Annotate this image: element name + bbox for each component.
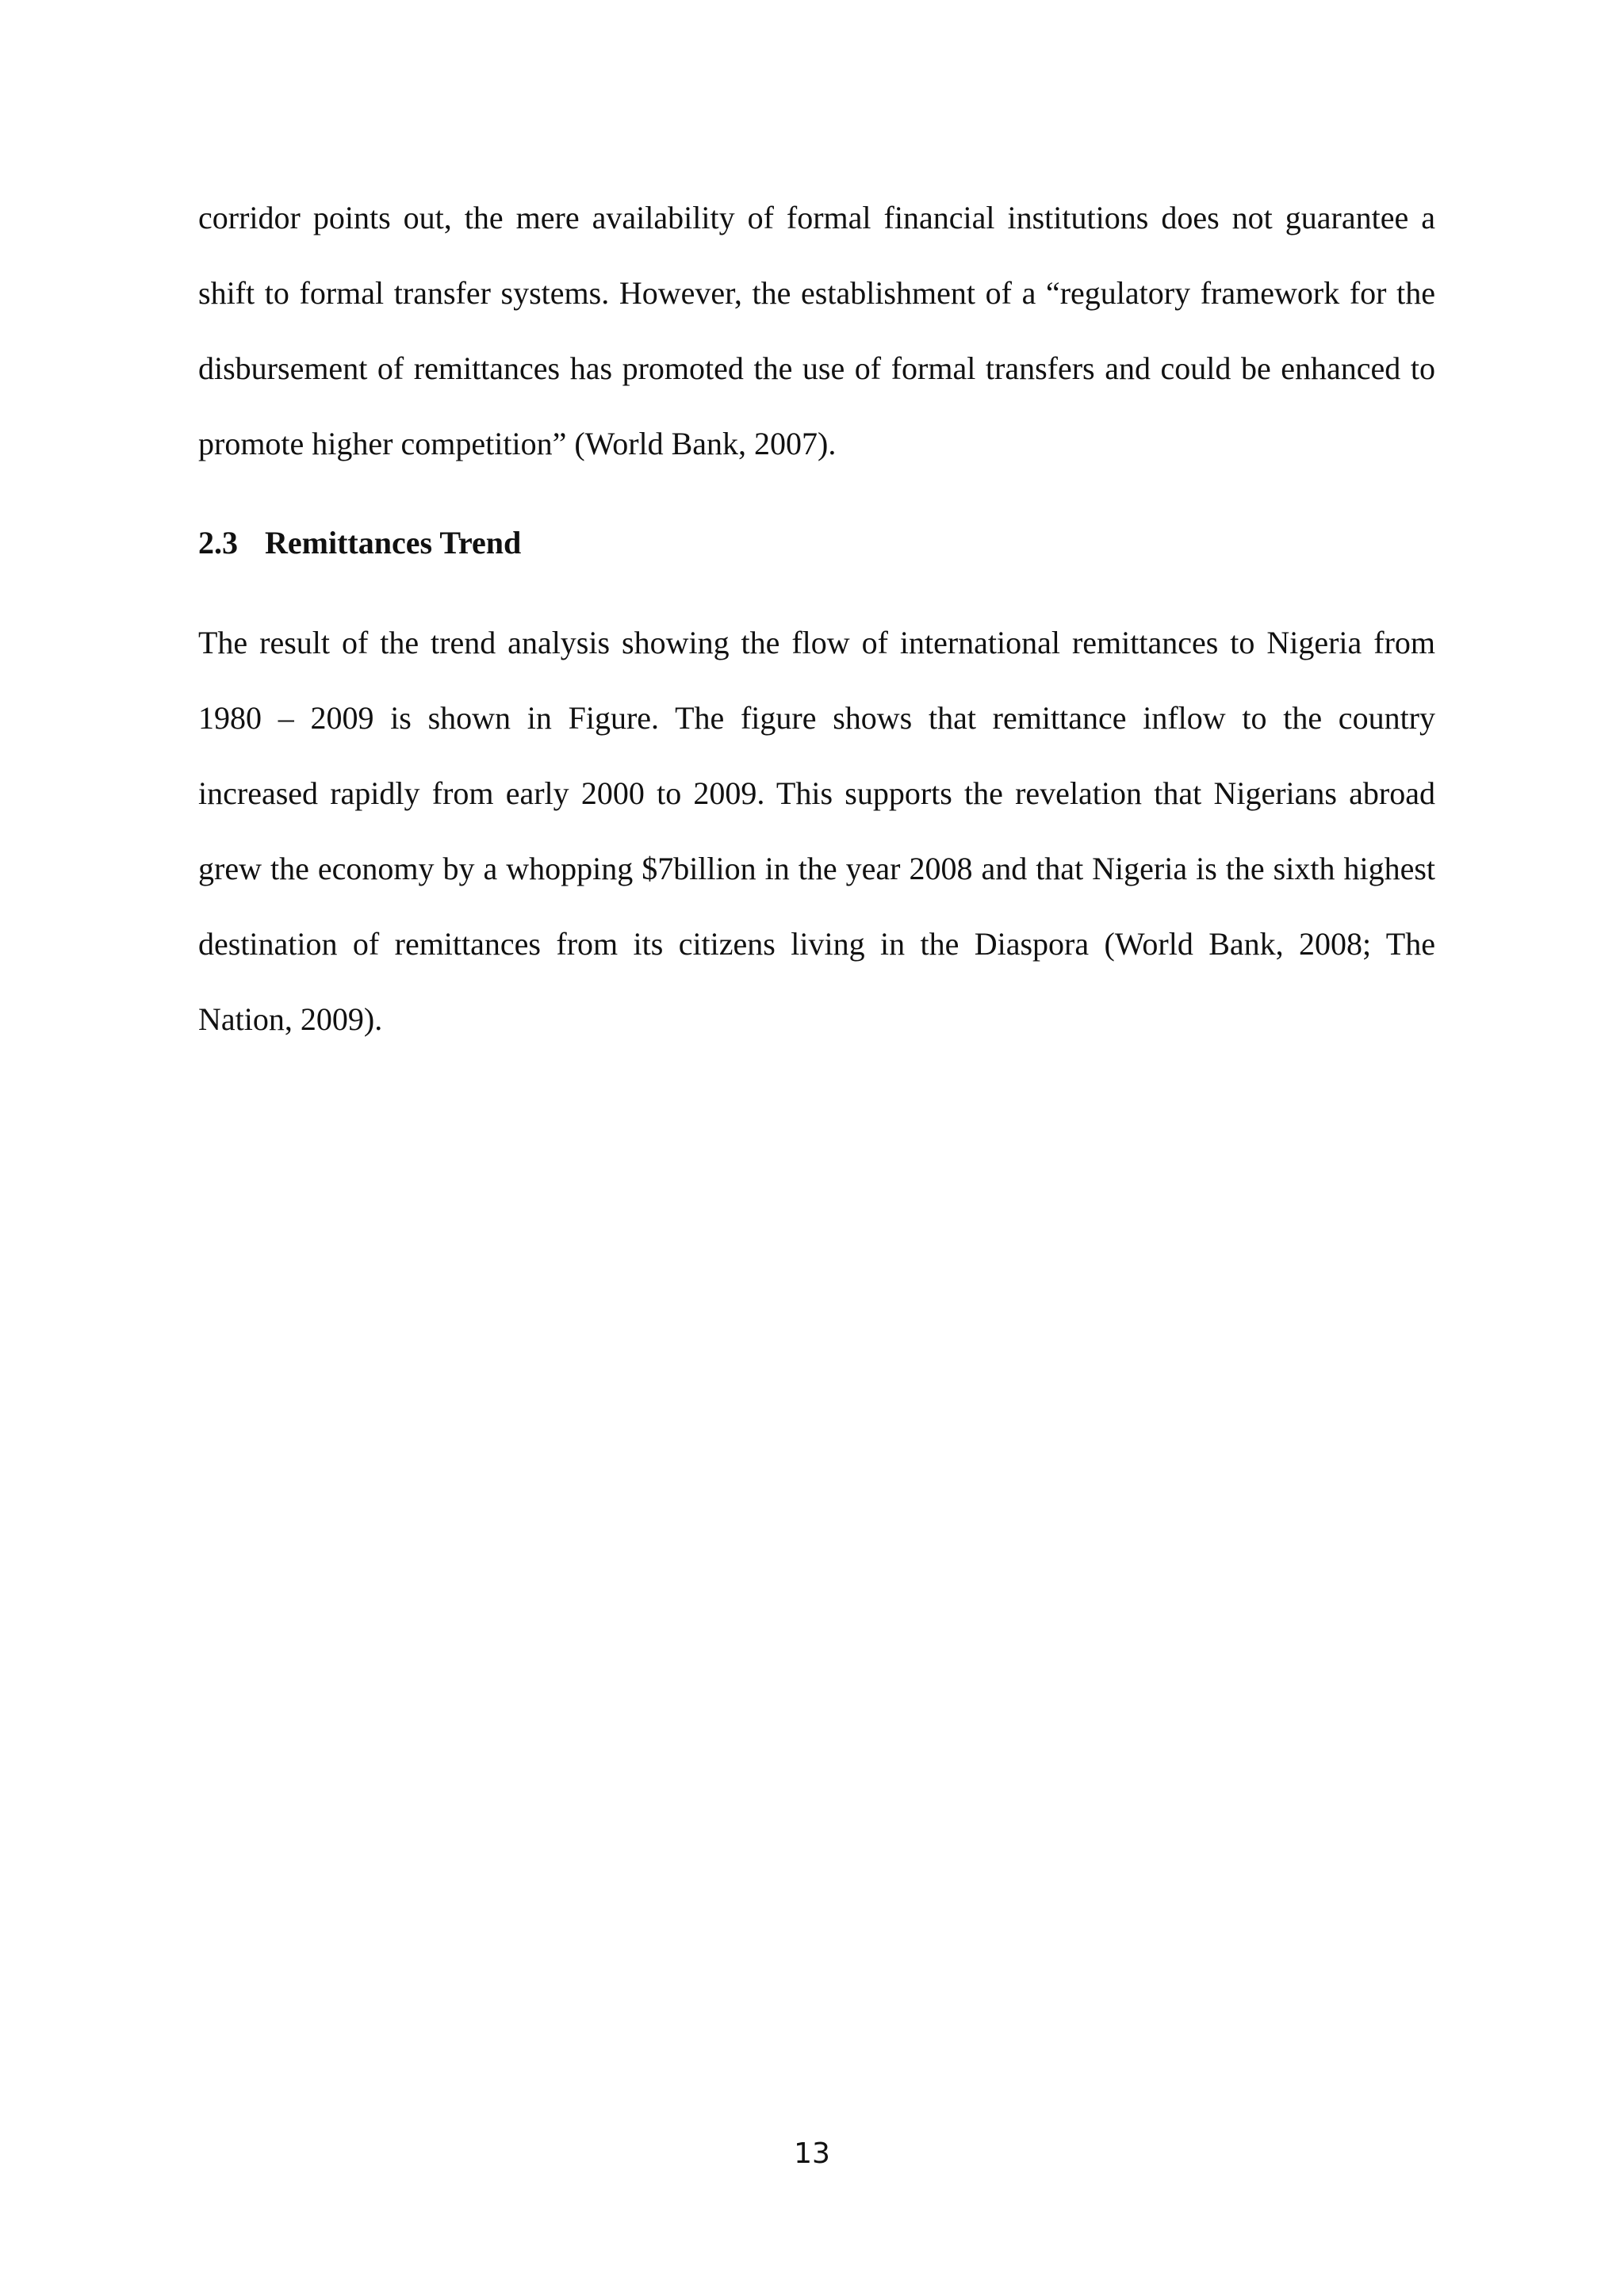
section-number: 2.3 bbox=[198, 525, 238, 561]
section-title: Remittances Trend bbox=[265, 525, 522, 561]
paragraph-formal-transfers: corridor points out, the mere availability of formal financial institutions does not guarantee a shift to formal transfer systems. However, the establishment of a “regulatory framework for the disbursement of remittances has promoted the use of formal transfers and could be enhanced to promote higher competition” (World Bank, 2007). bbox=[198, 200, 1435, 461]
section-heading bbox=[198, 515, 521, 571]
paragraph-remittances-trend: The result of the trend analysis showing the flow of international remittances to Nigeria from 1980 – 2009 is shown in Figure. The figure shows that remittance inflow to the country increased rapidly from early 2000 to 2009. This supports the revelation that Nigerians abroad grew the economy by a whopping $7billion in the year 2008 and that Nigeria is the sixth highest destination of remittances from its citizens living in the Diaspora (World Bank, 2008; The Nation, 2009). bbox=[198, 625, 1435, 1037]
page-number: 13 bbox=[794, 2137, 830, 2170]
